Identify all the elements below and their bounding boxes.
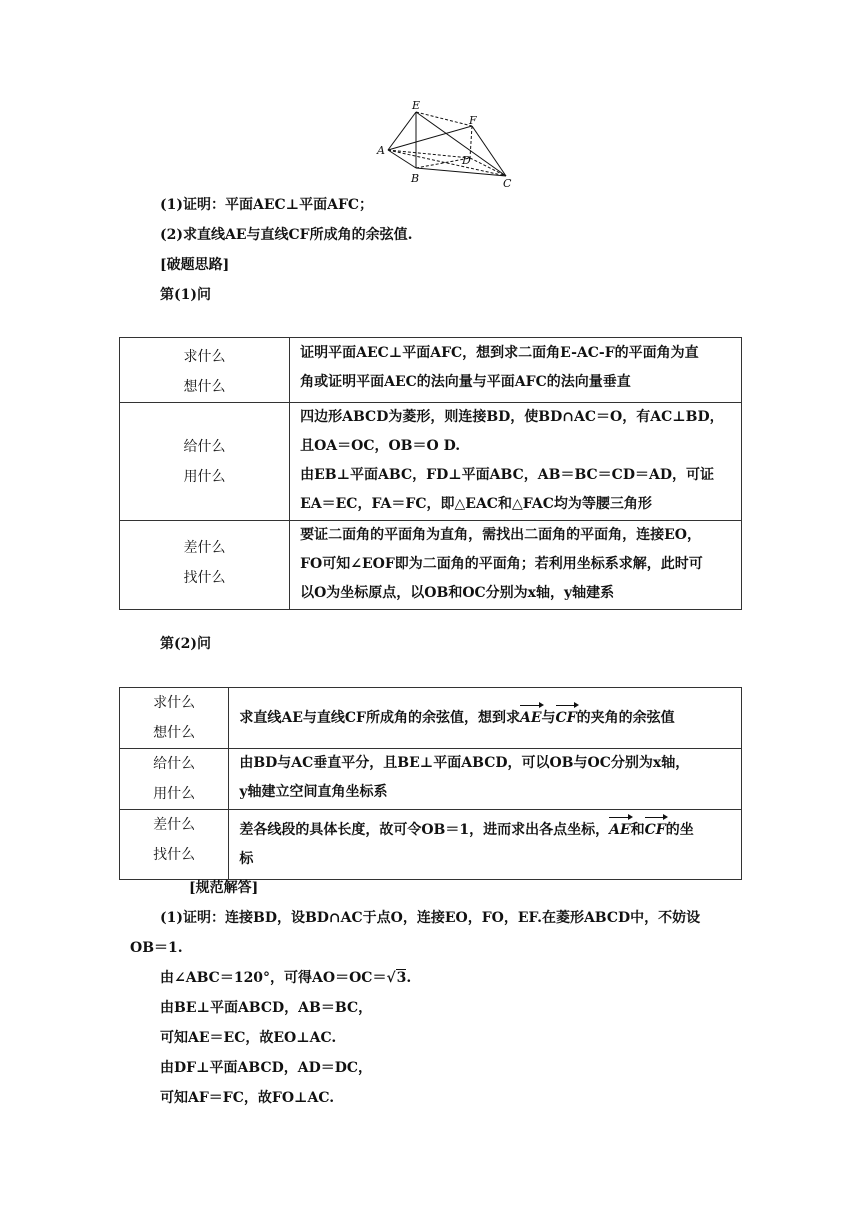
solution-line-2: OB＝1. (130, 940, 183, 956)
row-label: 给什么 用什么 (120, 749, 229, 810)
analysis-table-part-2 (119, 687, 742, 880)
vector-ae: AE (609, 816, 631, 845)
row-content: 差各线段的具体长度，故可令OB＝1，进而求出各点坐标，AE和CF的坐 标 (229, 810, 742, 880)
section-solution-heading: [规范解答] (189, 880, 259, 896)
table-row (120, 521, 742, 610)
geometry-figure (370, 98, 520, 190)
point-label-e: E (412, 99, 421, 112)
row-label: 差什么 找什么 (120, 521, 290, 610)
table-row (120, 338, 742, 403)
analysis-table-part-1 (119, 337, 742, 610)
vector-ae: AE (520, 704, 542, 733)
sqrt-value: 3 (396, 970, 407, 986)
row-label: 求什么 想什么 (120, 688, 229, 749)
row-content: 由BD与AC垂直平分，且BE⊥平面ABCD，可以OB与OC分别为x轴， y轴建立空间直角坐标系 (229, 749, 742, 810)
solution-line-1: (1)证明：连接BD，设BD∩AC于点O，连接EO，FO，EF.在菱形ABCD中，不妨设 (160, 910, 701, 926)
solution-line-6: 由DF⊥平面ABCD，AD＝DC， (160, 1060, 373, 1076)
point-label-c: C (503, 177, 512, 190)
row-label: 求什么 想什么 (120, 338, 290, 403)
row-label: 差什么 找什么 (120, 810, 229, 880)
solution-line-5: 可知AE＝EC，故EO⊥AC. (160, 1030, 337, 1046)
row-content: 求直线AE与直线CF所成角的余弦值，想到求AE与CF的夹角的余弦值 (229, 688, 742, 749)
question-1: (1)证明：平面AEC⊥平面AFC； (160, 197, 374, 213)
solution-line-4: 由BE⊥平面ABCD，AB＝BC， (160, 1000, 373, 1016)
table-row (120, 403, 742, 521)
part-1-title: 第(1)问 (160, 287, 211, 303)
table-row (120, 749, 742, 810)
section-thinking-heading: [破题思路] (160, 257, 230, 273)
solution-line-7: 可知AF＝FC，故FO⊥AC. (160, 1090, 335, 1106)
table-row (120, 810, 742, 880)
point-label-f: F (469, 114, 477, 127)
point-label-b: B (411, 172, 420, 185)
vector-cf: CF (556, 704, 577, 733)
question-2: (2)求直线AE与直线CF所成角的余弦值. (160, 227, 413, 243)
solution-line-3: 由∠ABC＝120°，可得AO＝OC＝√3. (160, 970, 412, 986)
row-content: 要证二面角的平面角为直角，需找出二面角的平面角，连接EO， FO可知∠EOF即为二面角的平面角；若利用坐标系求解，此时可 以O为坐标原点，以OB和OC分别为x轴，y轴建系 (290, 521, 742, 610)
row-label: 给什么 用什么 (120, 403, 290, 521)
vector-cf: CF (645, 816, 666, 845)
part-2-title: 第(2)问 (160, 636, 211, 652)
table-row (120, 688, 742, 749)
row-content: 四边形ABCD为菱形，则连接BD，使BD∩AC＝O，有AC⊥BD， 且OA＝OC，OB＝O D. 由EB⊥平面ABC，FD⊥平面ABC，AB＝BC＝CD＝AD，可证 EA＝EC，FA＝FC，即△EAC和△FAC均为等腰三角形 (290, 403, 742, 521)
row-content: 证明平面AEC⊥平面AFC，想到求二面角E-AC-F的平面角为直 角或证明平面AEC的法向量与平面AFC的法向量垂直 (290, 338, 742, 403)
point-label-a: A (377, 144, 385, 157)
point-label-d: D (462, 154, 471, 167)
